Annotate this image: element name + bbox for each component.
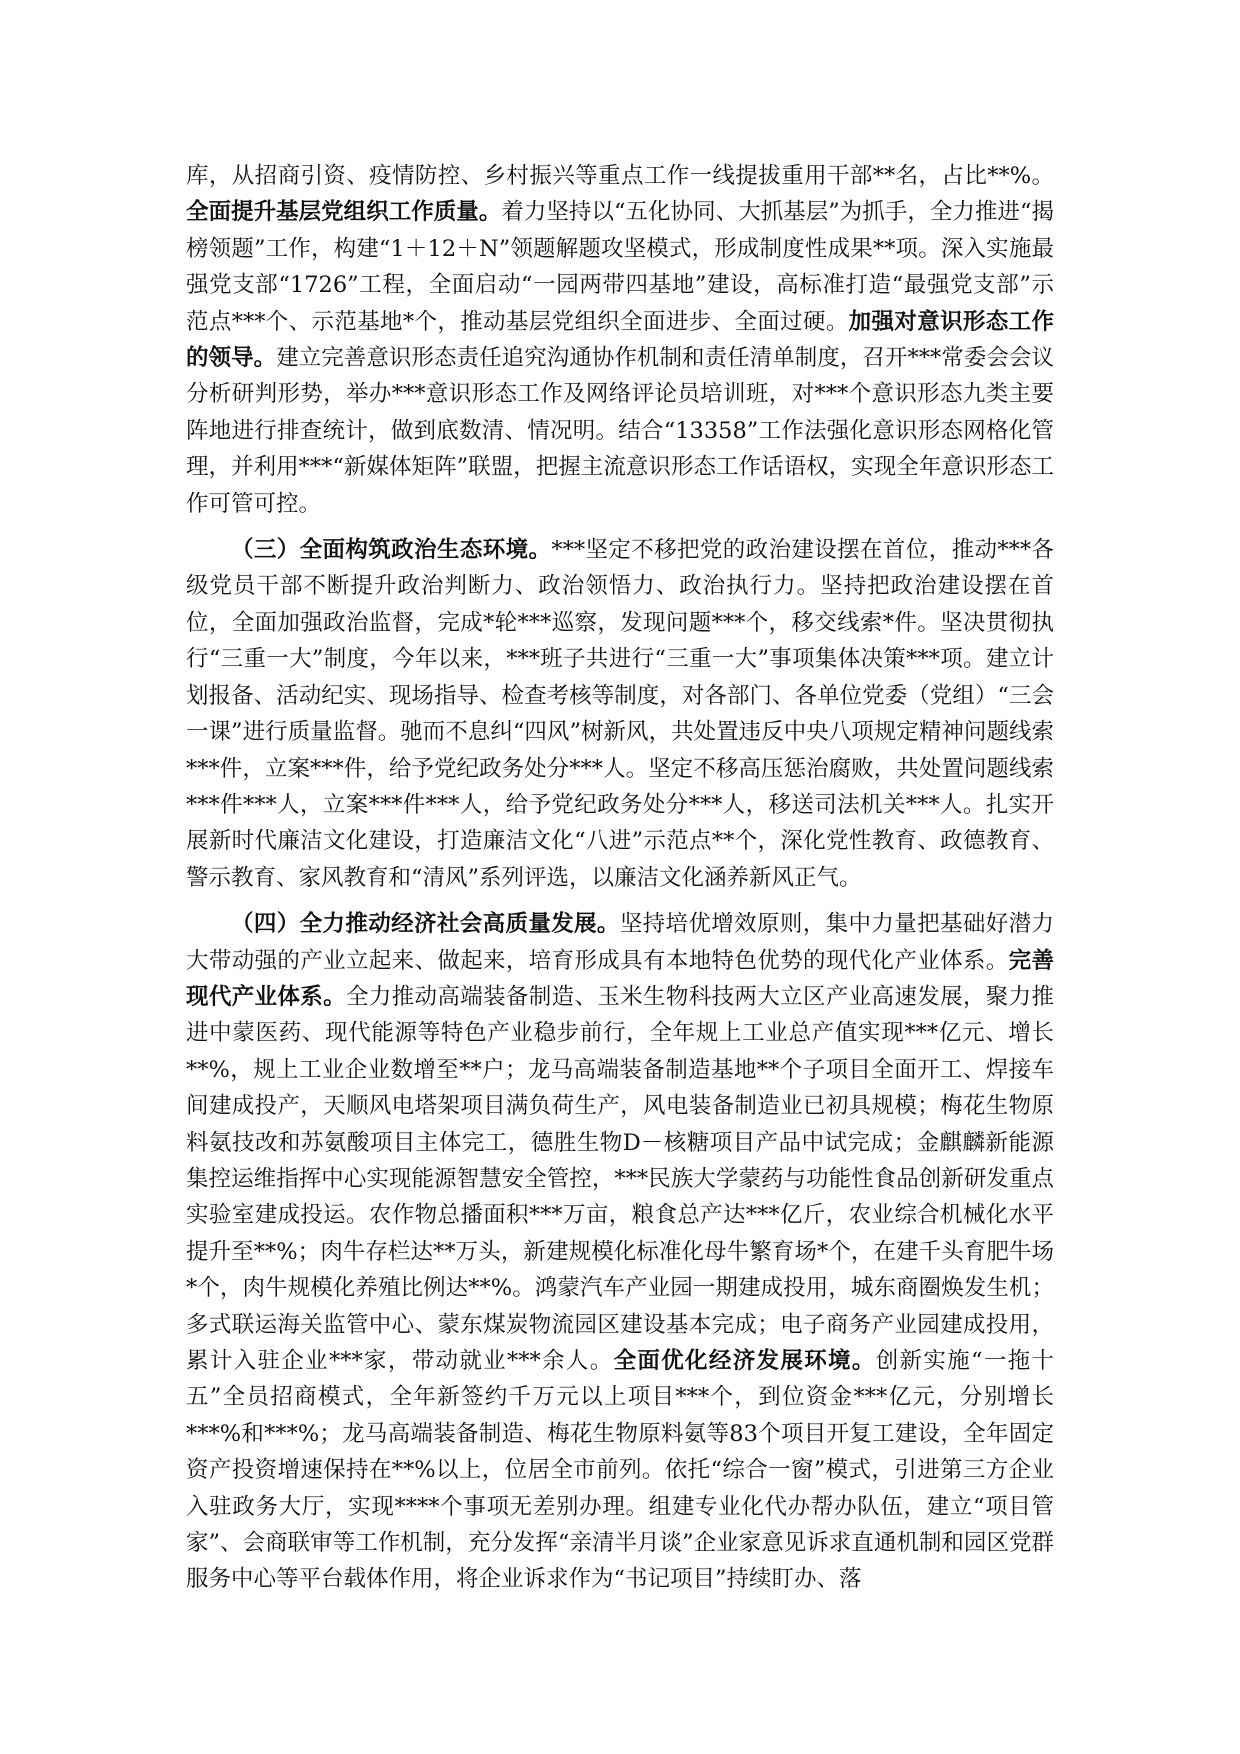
- paragraph-party-building: [186, 158, 1054, 522]
- heading-ideology-leadership: 加强对意识形态工作的领导。: [186, 308, 1054, 372]
- text-segment: 坚持培优增效原则，集中力量把基础好潜力大带动强的产业立起来、做起来，培育形成具有本地特色优势的现代化产业体系。: [186, 911, 1054, 974]
- document-body: [186, 158, 1054, 1608]
- text-segment: 库，从招商引资、疫情防控、乡村振兴等重点工作一线提拔重用干部**名，占比**%。: [186, 163, 1054, 189]
- text-segment: 创新实施“一拖十五”全员招商模式，全年新签约千万元以上项目***个，到位资金***亿元，分别增长***%和***%；龙马高端装备制造、梅花生物原料氨等83个项目开复工建设，全年固定资产投资增速保持在**%以上，位居全市前列。依托“综合一窗”模式，引进第三方企业入驻政务大厅，实现****个事项无差别办理。组建专业化代办帮办队伍，建立“项目管家”、会商联审等工作机制，充分发挥“亲清半月谈”企业家意见诉求直通机制和园区党群服务中心等平台载体作用，将企业诉求作为“书记项目”持续盯办、落: [186, 1348, 1054, 1593]
- text-segment: ***坚定不移把党的政治建设摆在首位，推动***各级党员干部不断提升政治判断力、政治领悟力、政治执行力。坚持把政治建设摆在首位，全面加强政治监督，完成*轮***巡察，发现问题***个，移交线索*件。坚决贯彻执行“三重一大”制度，今年以来，***班子共进行“三重一大”事项集体决策***项。建立计划报备、活动纪实、现场指导、检查考核等制度，对各部门、各单位党委（党组）“三会一课”进行质量监督。驰而不息纠“四风”树新风，共处置违反中央八项规定精神问题线索***件，立案***件，给予党纪政务处分***人。坚定不移高压惩治腐败，共处置问题线索***件***人，立案***件***人，给予党纪政务处分***人，移送司法机关***人。扎实开展新时代廉洁文化建设，打造廉洁文化“八进”示范点**个，深化党性教育、政德教育、警示教育、家风教育和“清风”系列评选，以廉洁文化涵养新风正气。: [186, 537, 1054, 891]
- text-segment: 全力推动高端装备制造、玉米生物科技两大立区产业高速发展，聚力推进中蒙医药、现代能源等特色产业稳步前行，全年规上工业总产值实现***亿元、增长**%，规上工业企业数增至**户；龙马高端装备制造基地**个子项目全面开工、焊接车间建成投产，天顺风电塔架项目满负荷生产，风电装备制造业已初具规模；梅花生物原料氨技改和苏氨酸项目主体完工，德胜生物D－核糖项目产品中试完成；金麒麟新能源集控运维指挥中心实现能源智慧安全管控，***民族大学蒙药与功能性食品创新研发重点实验室建成投运。农作物总播面积***万亩，粮食总产达***亿斤，农业综合机械化水平提升至**%；肉牛存栏达**万头，新建规模化标准化母牛繁育场*个，在建千头育肥牛场*个，肉牛规模化养殖比例达**%。鸿蒙汽车产业园一期建成投用，城东商圈焕发生机；多式联运海关监管中心、蒙东煤炭物流园区建设基本完成；电子商务产业园建成投用，累计入驻企业***家，带动就业***余人。: [186, 983, 1054, 1374]
- heading-business-environment: 全面优化经济发展环境。: [613, 1348, 876, 1374]
- text-segment: 建立完善意识形态责任追究沟通协作机制和责任清单制度，召开***常委会会议分析研判形势，举办***意识形态工作及网络评论员培训班，对***个意识形态九类主要阵地进行排查统计，做到底数清、情况明。结合“13358”工作法强化意识形态网格化管理，并利用***“新媒体矩阵”联盟，把握主流意识形态工作话语权，实现全年意识形态工作可管可控。: [186, 345, 1054, 517]
- heading-grassroots-quality: 全面提升基层党组织工作质量。: [186, 199, 502, 226]
- paragraph-economic-development: [186, 906, 1054, 1598]
- heading-industry-system: 完善现代产业体系。: [186, 947, 1054, 1010]
- heading-political-ecology: （三）全面构筑政治生态环境。: [231, 537, 552, 564]
- heading-economic-development: （四）全力推动经济社会高质量发展。: [231, 911, 620, 938]
- paragraph-political-ecology: [186, 532, 1054, 896]
- text-segment: 着力坚持以“五化协同、大抓基层”为抓手，全力推进“揭榜领题”工作，构建“1＋12＋N”领题解题攻坚模式，形成制度性成果**项。深入实施最强党支部“1726”工程，全面启动“一园两带四基地”建设，高标准打造“最强党支部”示范点***个、示范基地*个，推动基层党组织全面进步、全面过硬。: [186, 199, 1054, 335]
